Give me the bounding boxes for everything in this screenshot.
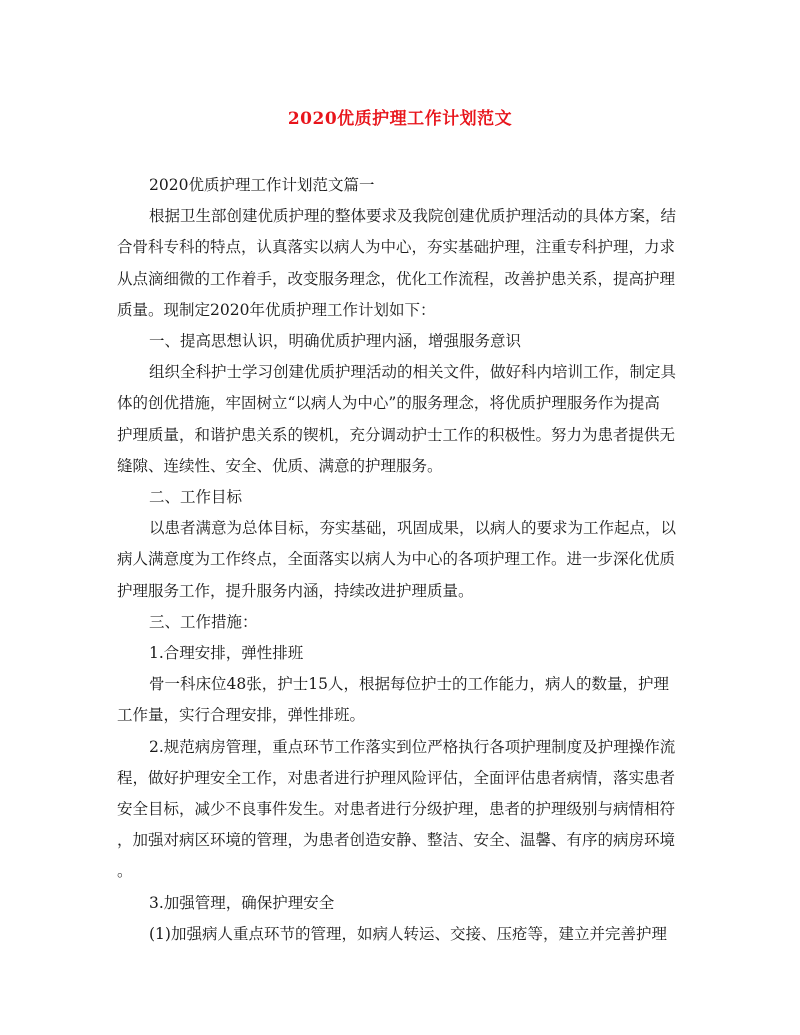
text-line: 2.规范病房管理，重点环节工作落实到位严格执行各项护理制度及护理操作流 bbox=[149, 737, 676, 756]
text-line: 从点滴细微的工作着手，改变服务理念，优化工作流程，改善护患关系，提高护理 bbox=[117, 269, 676, 288]
text-line: ，加强对病区环境的管理，为患者创造安静、整洁、安全、温馨、有序的病房环境 bbox=[117, 831, 676, 850]
paragraph bbox=[117, 326, 683, 357]
text-line: 质量。现制定2020年优质护理工作计划如下： bbox=[117, 300, 436, 319]
text-line: 3.加强管理，确保护理安全 bbox=[149, 893, 335, 912]
paragraph bbox=[117, 919, 683, 950]
paragraph bbox=[117, 170, 683, 201]
text-line: 程，做好护理安全工作，对患者进行护理风险评估，全面评估患者病情，落实患者 bbox=[117, 768, 676, 787]
text-line: 骨一科床位48张，护士15人，根据每位护士的工作能力，病人的数量，护理 bbox=[149, 675, 669, 694]
text-line: 护理质量，和谐护患关系的锲机，充分调动护士工作的积极性。努力为患者提供无 bbox=[117, 425, 676, 444]
text-line: 。 bbox=[117, 862, 133, 881]
text-line: 组织全科护士学习创建优质护理活动的相关文件，做好科内培训工作，制定具 bbox=[149, 363, 677, 382]
text-line: 工作量，实行合理安排，弹性排班。 bbox=[117, 706, 366, 725]
text-line: 三、工作措施： bbox=[149, 612, 258, 631]
text-line: 2020优质护理工作计划范文篇一 bbox=[149, 176, 375, 194]
text-line: 护理服务工作，提升服务内涵，持续改进护理质量。 bbox=[117, 581, 474, 600]
document-body bbox=[117, 170, 683, 950]
text-line: (1)加强病人重点环节的管理，如病人转运、交接、压疮等，建立并完善护理 bbox=[149, 924, 667, 943]
paragraph bbox=[117, 638, 683, 669]
paragraph bbox=[117, 888, 683, 919]
text-line: 病人满意度为工作终点，全面落实以病人为中心的各项护理工作。进一步深化优质 bbox=[117, 550, 676, 569]
text-line: 缝隙、连续性、安全、优质、满意的护理服务。 bbox=[117, 456, 443, 475]
document-title: 2020优质护理工作计划范文 bbox=[287, 109, 513, 129]
text-line: 1.合理安排，弹性排班 bbox=[149, 644, 304, 663]
paragraph bbox=[117, 201, 683, 326]
paragraph bbox=[117, 732, 683, 888]
text-line: 安全目标，减少不良事件发生。对患者进行分级护理，患者的护理级别与病情相符 bbox=[117, 800, 676, 819]
text-line: 体的创优措施，牢固树立“以病人为中心”的服务理念，将优质护理服务作为提高 bbox=[117, 394, 660, 413]
text-line: 二、工作目标 bbox=[149, 488, 243, 507]
paragraph bbox=[117, 482, 683, 513]
paragraph bbox=[117, 669, 683, 731]
paragraph bbox=[117, 607, 683, 638]
text-line: 一、提高思想认识，明确优质护理内涵，增强服务意识 bbox=[149, 332, 522, 351]
text-line: 以患者满意为总体目标，夯实基础，巩固成果，以病人的要求为工作起点，以 bbox=[149, 519, 677, 538]
paragraph bbox=[117, 357, 683, 482]
paragraph bbox=[117, 513, 683, 607]
text-line: 合骨科专科的特点，认真落实以病人为中心，夯实基础护理，注重专科护理，力求 bbox=[117, 238, 676, 257]
text-line: 根据卫生部创建优质护理的整体要求及我院创建优质护理活动的具体方案，结 bbox=[149, 207, 677, 226]
